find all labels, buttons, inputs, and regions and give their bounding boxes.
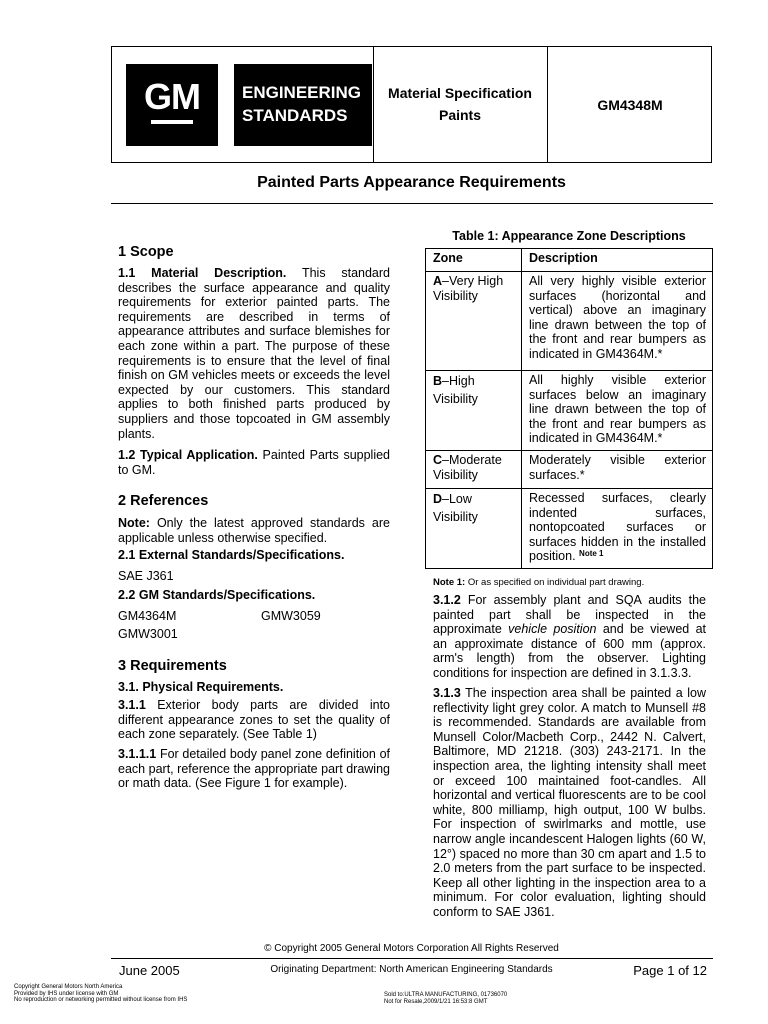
- appearance-zone-table: [425, 248, 713, 569]
- paragraph-text: The inspection area shall be painted a low reflectivity light grey color. A match to Munsell #8 is recommended. Standards are available from Munsell Color/Macbeth Corp., 2442 N. Calvert, Baltimore, MD 21218. (303) 243-2171. In the inspection area, the lighting intensity shall meet or exceed 100 maintained foot-candles. All horizontal and vertical fluorescents are to be cool white, 800 milliamp, high output, 100 W bulbs. For inspection of swirlmarks and mottle, use narrow angle incandescent Halogen lights (60 W, 12°) spaced no more than 30 cm apart and 1.5 to 2.0 meters from the part surface to be inspected. Keep all other lighting in the inspection area to a minimum. For color evaluation, lighting should conform to SAE J361.: [433, 686, 706, 919]
- section-heading-references: 2 References: [118, 493, 209, 509]
- table-caption: Table 1: Appearance Zone Descriptions: [452, 229, 686, 243]
- physical-requirements-heading: 3.1. Physical Requirements.: [118, 680, 284, 694]
- paragraph-text: Exterior body parts are divided into different appearance zones to set the quality of each zone separately. (See Table 1): [118, 698, 390, 742]
- external-standards-heading: 2.1 External Standards/Specifications.: [118, 548, 345, 562]
- license-notice-right: [384, 992, 507, 1005]
- table-header-row: [426, 249, 713, 272]
- title-rule: [111, 203, 713, 204]
- zone-label: –High Visibility: [433, 374, 478, 406]
- paragraph-text: Painted Parts supplied to GM.: [118, 448, 391, 477]
- section-heading-scope: 1 Scope: [118, 244, 174, 260]
- paragraph-1-2: [118, 448, 390, 477]
- paragraph-label: 3.1.1.1: [118, 747, 157, 761]
- paragraph-label: 1.1 Material Description.: [118, 266, 287, 280]
- zone-label: –Moderate Visibility: [433, 453, 502, 482]
- paragraph-text: For detailed body panel zone definition of each part, reference the appropriate part drawing or math data. (See Figure 1 for example).: [118, 747, 390, 791]
- zone-cell: [426, 371, 522, 451]
- page-number: Page 1 of 12: [633, 963, 707, 978]
- references-note: [118, 516, 390, 545]
- gm-standards-heading: 2.2 GM Standards/Specifications.: [118, 588, 316, 602]
- table-row: [426, 489, 713, 569]
- paragraph-1-1: [118, 266, 390, 441]
- paragraph-3-1-2: [433, 593, 706, 681]
- header-divider: [373, 47, 374, 162]
- engineering-standards-block: [234, 64, 372, 146]
- gm-standard-item: GM4364M: [118, 609, 177, 623]
- zone-cell: [426, 489, 522, 569]
- description-cell: All very highly visible exterior surfaces (horizontal and vertical) above an imaginary line drawn between the top of the front and rear bumpers as indicated in GM4364M.*: [522, 272, 713, 371]
- paragraph-label: 3.1.3: [433, 686, 461, 700]
- document-number: GM4348M: [597, 97, 663, 113]
- spec-category: Paints: [438, 107, 481, 123]
- section-heading-requirements: 3 Requirements: [118, 658, 227, 674]
- zone-letter: B: [433, 374, 443, 388]
- description-cell: [522, 489, 713, 569]
- zone-label: –Low Visibility: [433, 492, 478, 524]
- paragraph-label: 1.2 Typical Application.: [118, 448, 258, 462]
- gm-standard-item: GMW3001: [118, 627, 178, 641]
- external-standard-item: SAE J361: [118, 569, 174, 583]
- zone-letter: D: [433, 492, 443, 506]
- table-row: [426, 272, 713, 371]
- note-reference: Note 1: [579, 549, 604, 559]
- gm-logo-underline: [151, 120, 193, 124]
- license-notice-left: [14, 984, 187, 1004]
- paragraph-3-1-3: [433, 686, 706, 920]
- paragraph-label: 3.1.1: [118, 698, 146, 712]
- license-line: Sold to:ULTRA MANUFACTURING, 01736070: [384, 992, 508, 998]
- license-line: Not for Resale,2009/1/21 16:53:8 GMT: [384, 998, 488, 1005]
- column-header-description: Description: [522, 249, 713, 272]
- gm-standard-item: GMW3059: [261, 609, 321, 623]
- footer-rule: [111, 958, 713, 959]
- table-note-label: Note 1:: [433, 577, 466, 588]
- gm-logo-text: GM: [144, 76, 200, 117]
- table-row: [426, 371, 713, 451]
- table-note-text: Or as specified on individual part drawing.: [465, 577, 645, 588]
- document-title: Painted Parts Appearance Requirements: [257, 174, 566, 191]
- license-line: Provided by IHS under license with GM: [14, 990, 119, 997]
- note-label: Note:: [118, 516, 150, 530]
- table-row: [426, 451, 713, 489]
- note-text: Only the latest approved standards are applicable unless otherwise specified.: [118, 516, 390, 545]
- paragraph-emphasis: vehicle position: [508, 622, 597, 637]
- paragraph-text: For assembly plant and SQA audits the painted part shall be inspected in the approximate: [433, 593, 706, 637]
- table-note: [433, 577, 644, 588]
- eng-line-1: ENGINEERING: [242, 83, 362, 102]
- zone-cell: [426, 272, 522, 371]
- zone-letter: A: [433, 274, 443, 288]
- zone-label: –Very High Visibility: [433, 274, 504, 303]
- paragraph-label: 3.1.2: [433, 593, 461, 607]
- zone-letter: C: [433, 453, 443, 467]
- description-text: Recessed surfaces, clearly indented surfaces, nontopcoated surfaces or surfaces hidden in the installed position.: [529, 491, 706, 564]
- license-line: Copyright General Motors North America: [14, 984, 123, 990]
- gm-logo: [126, 64, 218, 146]
- paragraph-3-1-1: [118, 698, 390, 742]
- copyright-notice: © Copyright 2005 General Motors Corporation All Rights Reserved: [264, 943, 559, 954]
- originating-department: Originating Department: North American Engineering Standards: [270, 964, 553, 975]
- footer-date: June 2005: [119, 963, 180, 978]
- description-cell: Moderately visible exterior surfaces.*: [522, 451, 713, 489]
- paragraph-text: This standard describes the surface appearance and quality requirements for exterior painted parts. The requirements are described in terms of appearance attributes and surface blemishes for each zone within a part. The purpose of these requirements is to ensure that the level of final finish on GM vehicles meets or exceeds the level expected by our customers. This standard applies to both finished parts produced by suppliers and those topcoated in GM assembly plants.: [118, 266, 390, 441]
- spec-type: Material Specification: [388, 85, 532, 101]
- eng-line-2: STANDARDS: [242, 106, 348, 125]
- paragraph-3-1-1-1: [118, 747, 390, 791]
- paragraph-text: and be viewed at an approximate distance of 600 mm (approx. arm's length) from the observer. Lighting conditions for inspection are defined in 3.1.3.3.: [433, 622, 706, 680]
- license-line: No reproduction or networking permitted without license from IHS: [14, 997, 188, 1003]
- description-cell: All highly visible exterior surfaces below an imaginary line drawn between the top of the front and rear bumpers as indicated in GM4364M.*: [522, 371, 713, 451]
- column-header-zone: Zone: [426, 249, 522, 272]
- zone-cell: [426, 451, 522, 489]
